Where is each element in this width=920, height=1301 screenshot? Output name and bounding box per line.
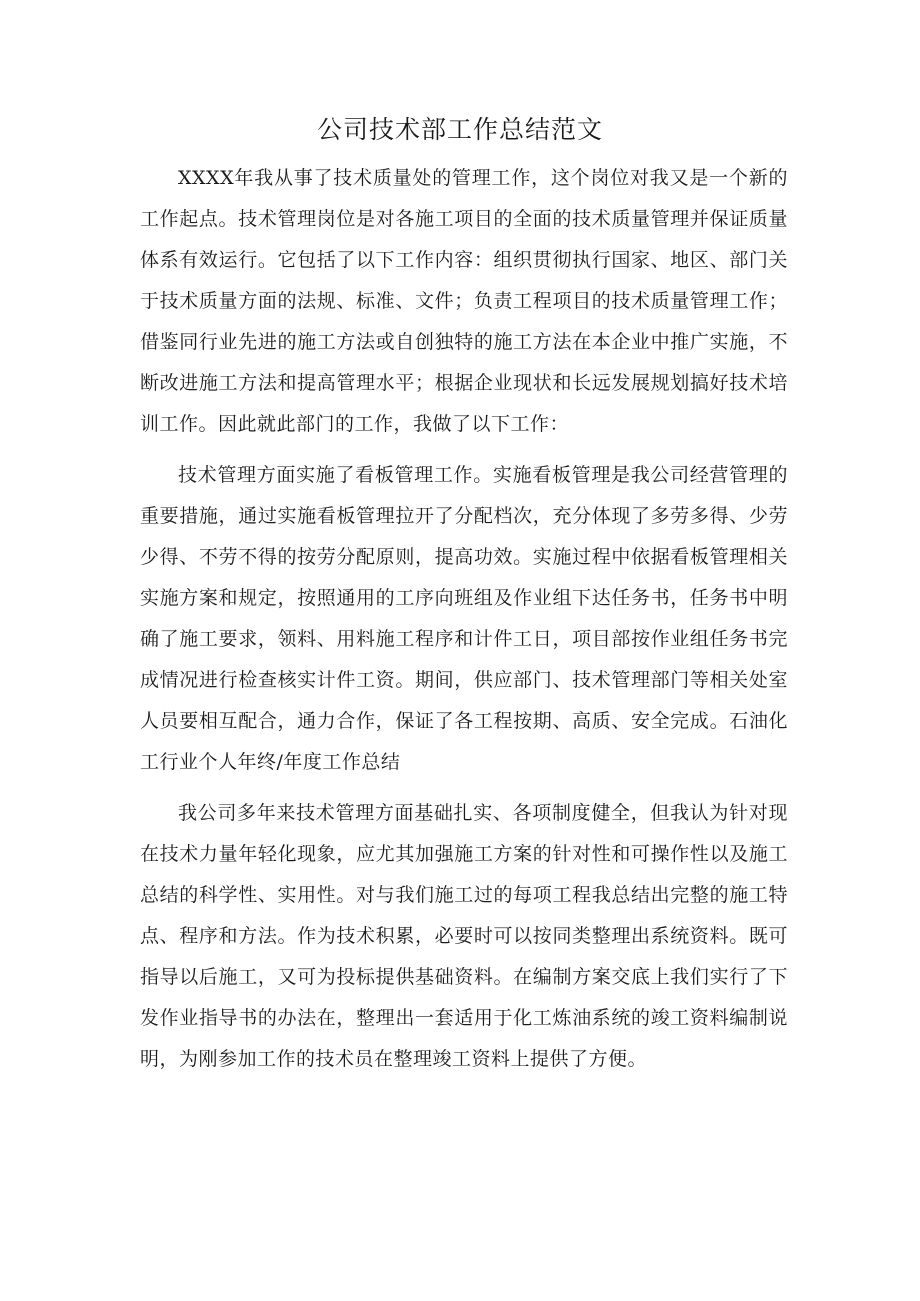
paragraph-2: 技术管理方面实施了看板管理工作。实施看板管理是我公司经营管理的重要措施，通过实施看板管理拉开了分配档次，充分体现了多劳多得、少劳少得、不劳不得的按劳分配原则，提高功效。实施过程中依据看板管理相关实施方案和规定，按照通用的工序向班组及作业组下达任务书，任务书中明确了施工要求，领料、用料施工程序和计件工日，项目部按作业组任务书完成情况进行检查核实计件工资。期间，供应部门、技术管理部门等相关处室人员要相互配合，通力合作，保证了各工程按期、高质、安全完成。石油化工行业个人年终/年度工作总结 [140, 464, 788, 773]
paragraph-3: 我公司多年来技术管理方面基础扎实、各项制度健全，但我认为针对现在技术力量年轻化现象，应尤其加强施工方案的针对性和可操作性以及施工总结的科学性、实用性。对与我们施工过的每项工程我总结出完整的施工特点、程序和方法。作为技术积累，必要时可以按同类整理出系统资料。既可指导以后施工，又可为投标提供基础资料。在编制方案交底上我们实行了下发作业指导书的办法在，整理出一套适用于化工炼油系统的竣工资料编制说明，为刚参加工作的技术员在整理竣工资料上提供了方便。 [140, 802, 788, 1070]
document-title: 公司技术部工作总结范文 [316, 115, 603, 144]
paragraph-1: XXXX年我从事了技术质量处的管理工作，这个岗位对我又是一个新的工作起点。技术管理岗位是对各施工项目的全面的技术质量管理并保证质量体系有效运行。它包括了以下工作内容：组织贯彻执行国家、地区、部门关于技术质量方面的法规、标准、文件；负责工程项目的技术质量管理工作；借鉴同行业先进的施工方法或自创独特的施工方法在本企业中推广实施，不断改进施工方法和提高管理水平；根据企业现状和长远发展规划搞好技术培训工作。因此就此部门的工作，我做了以下工作： [140, 167, 788, 435]
document-body [140, 158, 788, 1090]
